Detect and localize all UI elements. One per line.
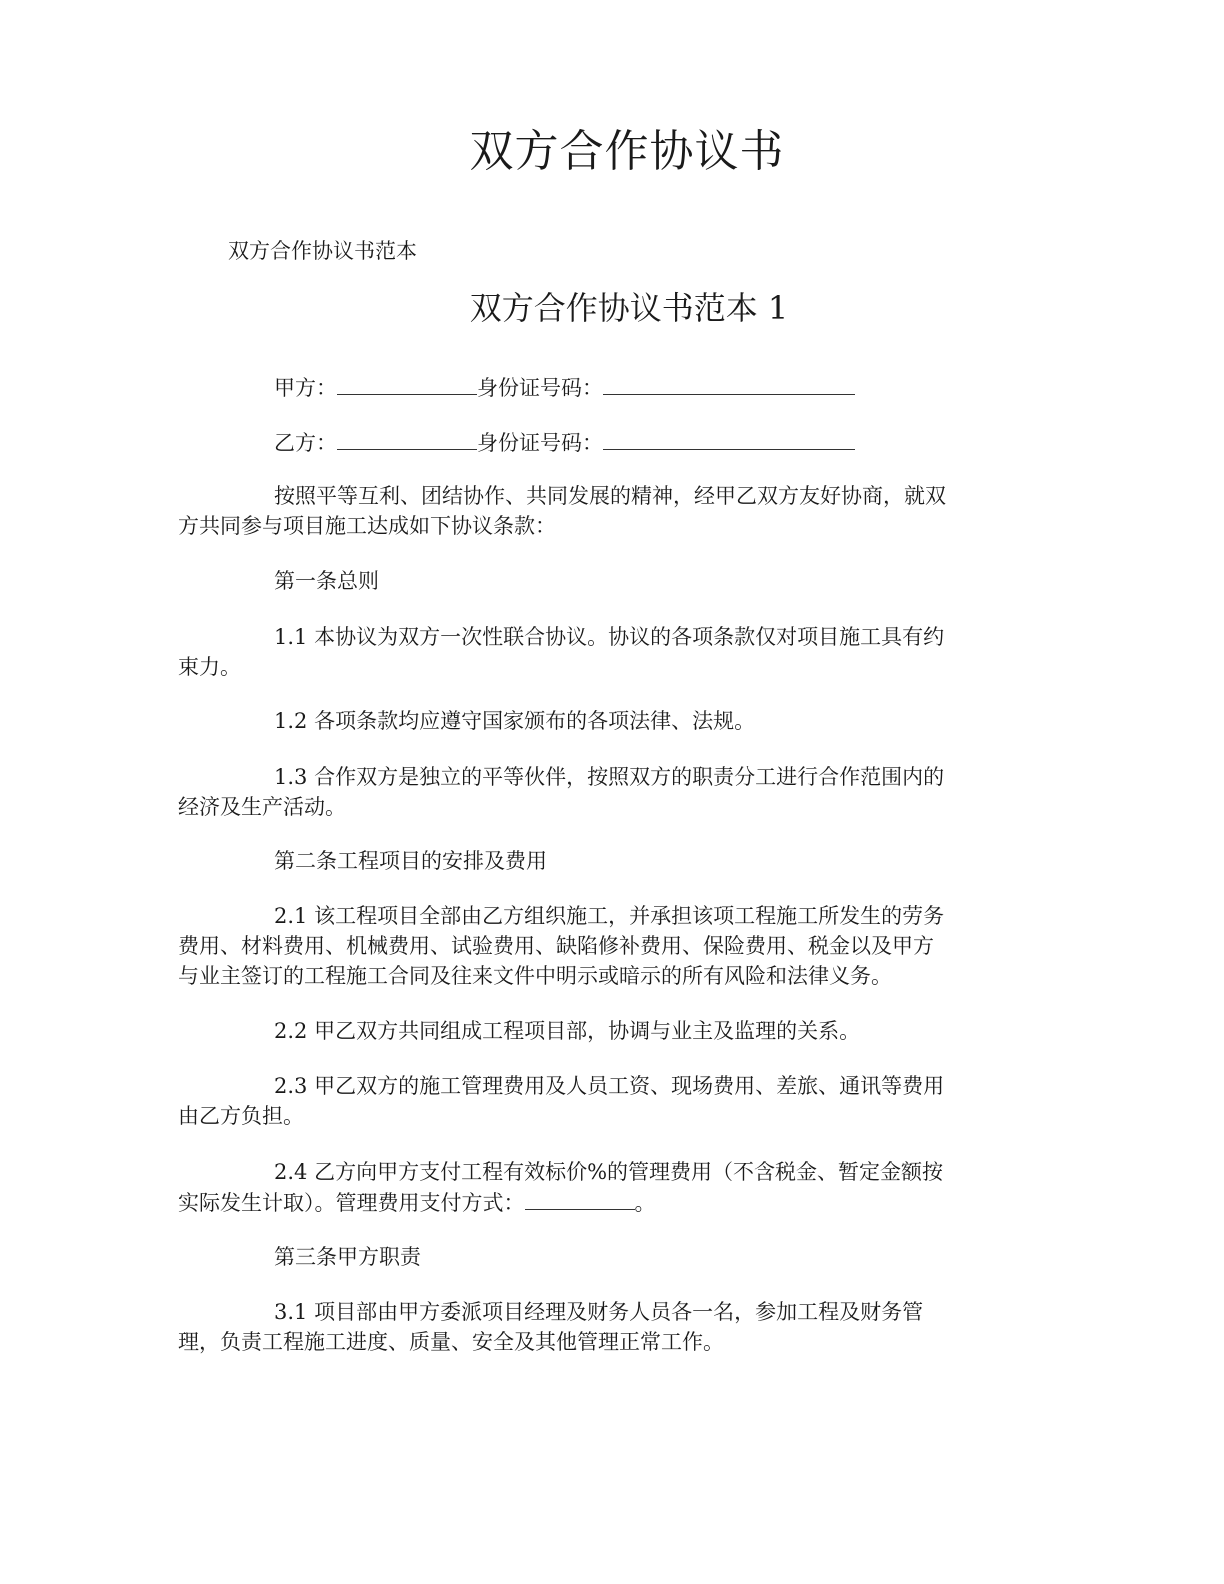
clause-1-3-line-1: 1.3 合作双方是独立的平等伙伴，按照双方的职责分工进行合作范围内的 xyxy=(274,765,945,789)
party-a-name-blank[interactable] xyxy=(337,372,477,395)
article-3-heading-text: 第三条甲方职责 xyxy=(274,1245,421,1269)
party-a-id-blank[interactable] xyxy=(603,372,855,395)
party-b-id-label: 身份证号码： xyxy=(477,431,603,455)
clause-3-1-line-2: 理，负责工程施工进度、质量、安全及其他管理正常工作。 xyxy=(178,1330,724,1354)
clause-1-2-text: 1.2 各项条款均应遵守国家颁布的各项法律、法规。 xyxy=(274,709,756,733)
party-b-row xyxy=(274,427,855,458)
payment-method-label: 实际发生计取）。管理费用支付方式： xyxy=(178,1191,525,1215)
clause-3-1-line-1: 3.1 项目部由甲方委派项目经理及财务人员各一名，参加工程及财务管 xyxy=(274,1300,924,1324)
clause-2-1-line-1: 2.1 该工程项目全部由乙方组织施工，并承担该项工程施工所发生的劳务 xyxy=(274,904,945,928)
clause-2-3-line-2: 由乙方负担。 xyxy=(178,1104,304,1128)
payment-method-blank[interactable] xyxy=(525,1187,635,1210)
party-a-label: 甲方： xyxy=(274,376,337,400)
intro-line-1: 按照平等互利、团结协作、共同发展的精神，经甲乙双方友好协商，就双 xyxy=(274,484,946,508)
clause-2-4-line-1: 2.4 乙方向甲方支付工程有效标价%的管理费用（不含税金、暂定金额按 xyxy=(274,1160,944,1184)
clause-2-4-line-2 xyxy=(178,1187,1048,1218)
clause-1-1 xyxy=(178,622,1048,682)
article-2-heading xyxy=(178,846,1048,876)
party-a-id-label: 身份证号码： xyxy=(477,376,603,400)
clause-2-3 xyxy=(178,1071,1048,1131)
clause-2-4 xyxy=(178,1157,1048,1218)
clause-2-3-line-1: 2.3 甲乙双方的施工管理费用及人员工资、现场费用、差旅、通讯等费用 xyxy=(274,1074,945,1098)
template-heading: 双方合作协议书范本 1 xyxy=(469,289,789,327)
party-b-label: 乙方： xyxy=(274,431,337,455)
clause-2-2-text: 2.2 甲乙双方共同组成工程项目部，协调与业主及监理的关系。 xyxy=(274,1019,861,1043)
article-1-heading-text: 第一条总则 xyxy=(274,569,379,593)
clause-1-3 xyxy=(178,762,1048,822)
clause-3-1 xyxy=(178,1297,1048,1357)
clause-2-1 xyxy=(178,901,1048,991)
party-b-id-blank[interactable] xyxy=(603,427,855,450)
party-a-row xyxy=(274,372,855,403)
clause-1-2 xyxy=(178,706,1048,736)
article-2-heading-text: 第二条工程项目的安排及费用 xyxy=(274,849,547,873)
intro-line-2: 方共同参与项目施工达成如下协议条款： xyxy=(178,514,556,538)
clause-1-1-line-1: 1.1 本协议为双方一次性联合协议。协议的各项条款仅对项目施工具有约 xyxy=(274,625,945,649)
clause-1-3-line-2: 经济及生产活动。 xyxy=(178,795,346,819)
party-b-name-blank[interactable] xyxy=(337,427,477,450)
payment-method-period: 。 xyxy=(634,1191,656,1215)
clause-2-2 xyxy=(178,1016,1048,1046)
clause-2-1-line-2: 费用、材料费用、机械费用、试验费用、缺陷修补费用、保险费用、税金以及甲方 xyxy=(178,934,934,958)
article-1-heading xyxy=(178,566,1048,596)
template-label: 双方合作协议书范本 xyxy=(228,239,417,263)
document-title: 双方合作协议书 xyxy=(469,126,785,177)
intro-paragraph xyxy=(178,481,1048,541)
clause-1-1-line-2: 束力。 xyxy=(178,655,241,679)
clause-2-1-line-3: 与业主签订的工程施工合同及往来文件中明示或暗示的所有风险和法律义务。 xyxy=(178,964,892,988)
article-3-heading xyxy=(178,1242,1048,1272)
